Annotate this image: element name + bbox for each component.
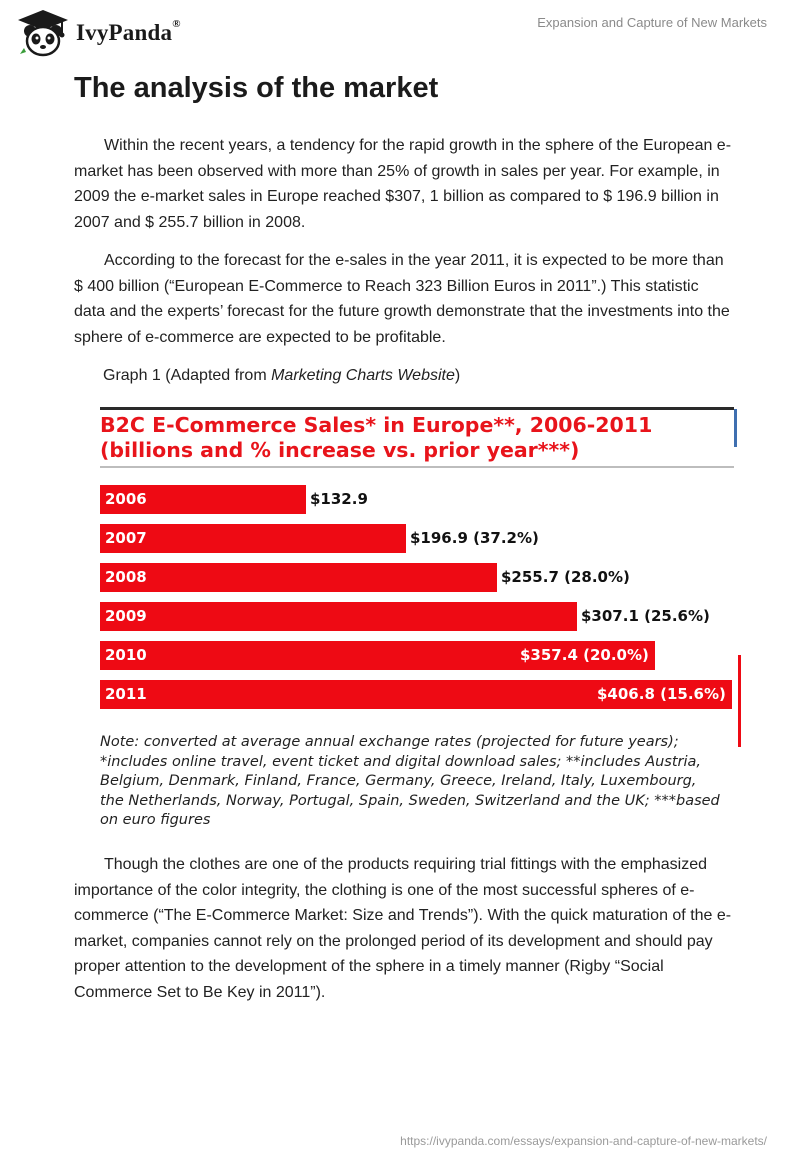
bar-2011 [100, 680, 732, 709]
bar-value-label: $357.4 (20.0%) [520, 646, 649, 664]
bar-value-label: $406.8 (15.6%) [597, 685, 726, 703]
chart-title [100, 413, 652, 463]
bar-2008 [100, 563, 630, 592]
panda-graduate-icon [16, 8, 70, 58]
chart-title-line-2: (billions and % increase vs. prior year***) [100, 438, 580, 462]
bar-category-label: 2009 [105, 607, 147, 625]
caption-source: Marketing Charts Website [271, 367, 455, 384]
bar-2009 [100, 602, 710, 631]
paragraph-2: According to the forecast for the e-sales in the year 2011, it is expected to be more than $ 400 billion (“European E-Commerce to Reach 323 Billion Euros in 2011”.) This statistic data and the experts’ forecast for the future growth demonstrate that the investments into the sphere of e-commerce are expected to be profitable. [74, 252, 730, 346]
source-url[interactable]: https://ivypanda.com/essays/expansion-and-capture-of-new-markets/ [400, 1134, 767, 1148]
chart-note: Note: converted at average annual exchange rates (projected for future years); *includes online travel, event ticket and digital download sales; **includes Austria, Belgium, Denmark, Finland, France, Germany, Greece, Ireland, Italy, Luxembourg, the Netherlands, Norway, Portugal, Spain, Sweden, Switzerland and the UK; ***based on euro figures [100, 734, 720, 828]
bar-category-label: 2008 [105, 568, 147, 586]
bar-2007 [100, 524, 539, 553]
figure-side-border [734, 409, 737, 447]
bar-category-label: 2007 [105, 529, 147, 547]
brand-name: IvyPanda® [76, 18, 181, 45]
figure-edge-mark [738, 655, 741, 747]
bar-value-label: $132.9 [310, 490, 368, 508]
brand-logo[interactable] [16, 8, 181, 58]
figure-top-border [100, 407, 734, 410]
paragraph-3: Though the clothes are one of the products requiring trial fittings with the emphasized importance of the color integrity, the clothing is one of the most successful spheres of e-commerce (“The E-Commerce Market: Size and Trends”). With the quick maturation of the e-market, companies cannot rely on the prolonged period of its development and should pay proper attention to the development of the sphere in a timely manner (Rigby “Social Commerce Set to Be Key in 2011”). [74, 856, 732, 1001]
chart-title-rule [100, 466, 734, 468]
paragraph-1: Within the recent years, a tendency for the rapid growth in the sphere of the European e-market has been observed with more than 25% of growth in sales per year. For example, in 2009 the e-market sales in Europe reached $307, 1 billion as compared to $ 196.9 billion in 2007 and $ 255.7 billion in 2008. [74, 137, 732, 231]
bar-2010 [100, 641, 655, 670]
chart-figure [98, 405, 742, 833]
bar-value-label: $255.7 (28.0%) [501, 568, 630, 586]
bar-value-label: $307.1 (25.6%) [581, 607, 710, 625]
section-heading: The analysis of the market [74, 72, 439, 104]
bar-category-label: 2010 [105, 646, 147, 664]
bar-value-label: $196.9 (37.2%) [410, 529, 539, 547]
bar-category-label: 2006 [105, 490, 147, 508]
bar-category-label: 2011 [105, 685, 147, 703]
chart-title-line-1: B2C E-Commerce Sales* in Europe**, 2006-2011 [100, 413, 653, 437]
bar-2006 [100, 485, 368, 514]
graph-caption: Graph 1 (Adapted from Marketing Charts Website) [103, 367, 461, 384]
document-title: Expansion and Capture of New Markets [537, 15, 767, 30]
